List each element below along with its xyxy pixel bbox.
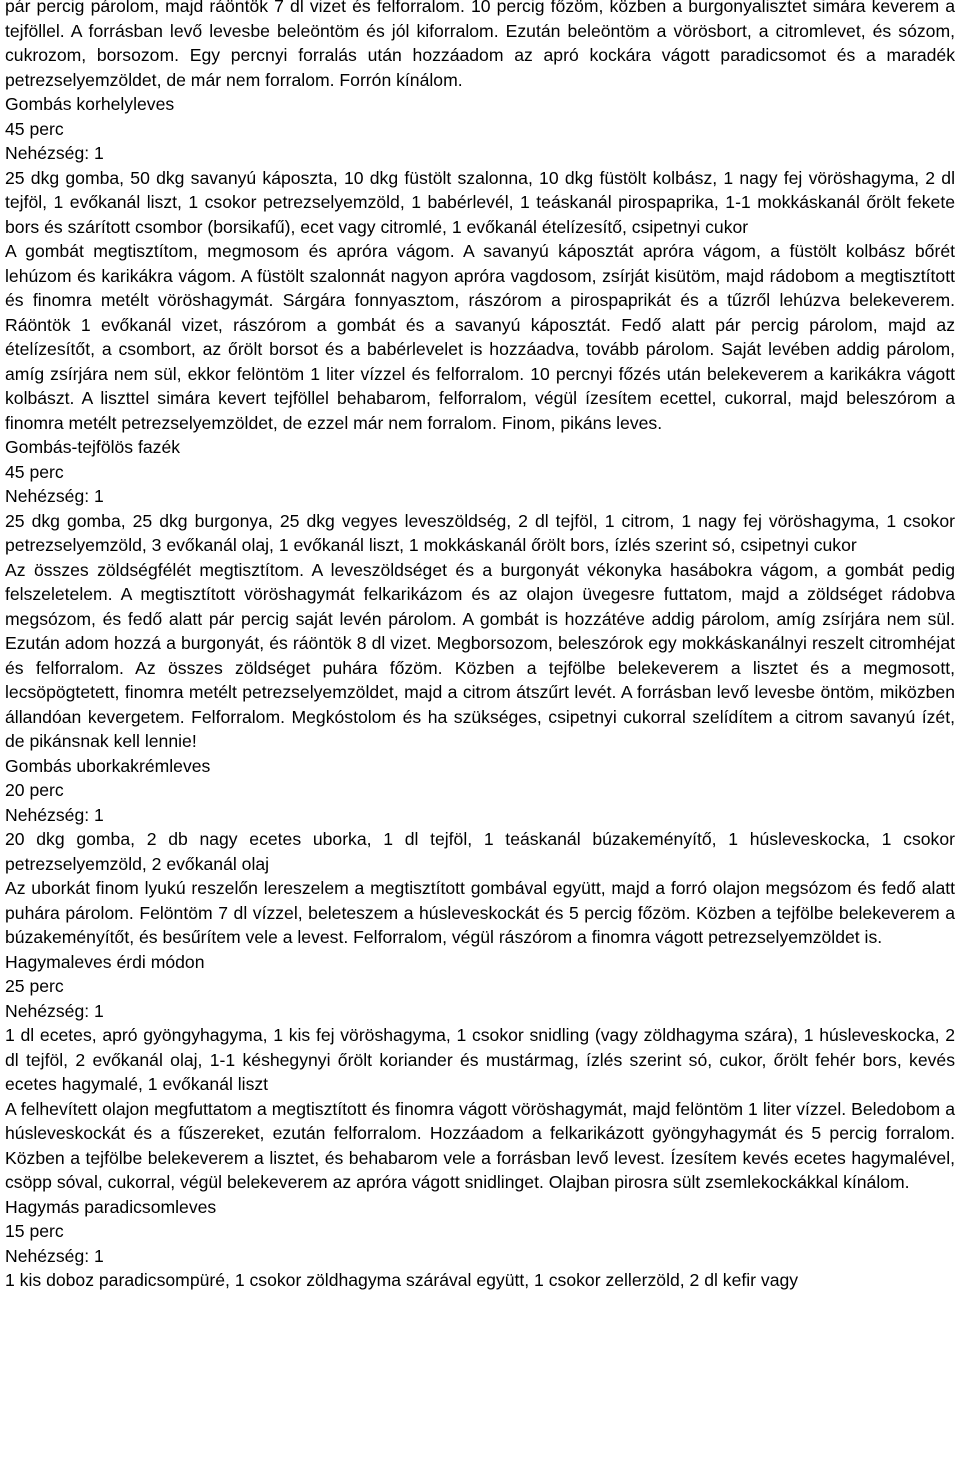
recipe-time: 20 perc — [5, 780, 64, 800]
recipe-time: 45 perc — [5, 461, 64, 482]
recipe-method: A felhevített olajon megfuttatom a megtisztított és finomra vágott vöröshagymát, majd felöntöm 1 liter vízzel. Beledobom a húsleveskockát és a fűszereket, ezután felforralom. Hozzáadom a felkarikázott gyöngyhagymát és 5 percig forralom. Közben a tejfölbe belekeverem a lisztet, és behabarom vele a forrásban levő levest. Ízesítem kevés ecetes hagymalével, csöpp sóval, cukorral, végül belekeverem az apróra vágott snidlinget. Olajban pirosra sült zsemlekockákkal kínálom. — [5, 1098, 955, 1192]
recipe — [5, 92, 955, 435]
recipe-ingredients: 1 kis doboz paradicsompüré, 1 csokor zöldhagyma szárával együtt, 1 csokor zellerzöld, 2 dl kefir vagy — [5, 1270, 799, 1290]
recipe-difficulty: Nehézség: 1 — [5, 1000, 104, 1021]
recipe-time: 25 perc — [5, 976, 64, 996]
recipe-difficulty: Nehézség: 1 — [5, 1245, 104, 1266]
recipe-difficulty: Nehézség: 1 — [5, 486, 104, 506]
recipe — [5, 435, 955, 754]
recipe — [5, 950, 955, 1195]
recipe — [5, 1195, 955, 1293]
recipe-method: Az összes zöldségfélét megtisztítom. A leveszöldséget és a burgonyát vékonyka hasábokra vágom, a gombát pedig felszeletelem. A megtisztított vöröshagymát felkarikázom és az olajon üvegesre futtatom, majd a zöldséget rádobva megsózom, és fedő alatt pár percig saját levén párolom. A gombát is hozzátéve addig párolom, amíg zsírjára nem sül. Ezután adom hozzá a burgonyát, és ráöntök 8 dl vizet. Megborsozom, beleszórok egy mokkáskanálnyi reszelt citromhéjat és felforralom. Az összes zöldséget puhára főzöm. Közben a tejfölbe belekeverem a lisztet és a megmosott, lecsöpögtetett, finomra metélt petrezselyemzöldet, majd a citrom átszűrt levét. A forrásban levő levesbe öntöm, miközben állandóan kevergetem. Felforralom. Megkóstolom és ha szükséges, csipetnyi cukorral szelídítem a citrom savanyú ízét, de pikánsnak kell lennie! — [5, 559, 955, 751]
document-page — [5, 0, 955, 1293]
recipe-time: 15 perc — [5, 1221, 64, 1241]
recipe-difficulty: Nehézség: 1 — [5, 143, 104, 163]
recipe-method: A gombát megtisztítom, megmosom és apróra vágom. A savanyú káposztát apróra vágom, a füstölt kolbász bőrét lehúzom és karikákra vágom. A füstölt szalonnát nagyon apróra vagdosom, zsírját kisütöm, majd rádobom a megtisztított és finomra metélt vöröshagymát. Sárgára fonnyasztom, rászórom a pirospaprikát és a tűzről lehúzva belekeverem. Ráöntök 1 evőkanál vizet, rászórom a gombát és a savanyú káposztát. Fedő alatt pár percig párolom, majd az ételízesítőt, a csombort, az őrölt borsot és a babérlevelet is hozzáadva, tovább párolom. Saját levében addig párolom, amíg zsírjára nem sül, ekkor felöntöm 1 liter vízzel és felforralom. 10 percnyi főzés után belekeverem a karikákra vágott kolbászt. A liszttel simára kevert tejföllel behabarom, felforralom, végül ízesítem ecettel, cukorral, majd beleszórom a finomra metélt petrezselyemzöldet, de ezzel már nem forralom. Finom, pikáns leves. — [5, 241, 955, 433]
recipe-title: Gombás-tejfölös fazék — [5, 437, 181, 457]
recipe-ingredients: 25 dkg gomba, 50 dkg savanyú káposzta, 10 dkg füstölt szalonna, 10 dkg füstölt kolbász, 1 nagy fej vöröshagyma, 2 dl tejföl, 1 evőkanál liszt, 1 csokor petrezselyemzöld, 1 babérlevél, 1 teáskanál pirospaprika, 1-1 mokkáskanál őrölt fekete bors és szárított csombor (borsikafű), ecet vagy citromlé, 1 evőkanál ételízesítő, csipetnyi cukor — [5, 167, 955, 237]
recipe-difficulty: Nehézség: 1 — [5, 804, 104, 825]
continued-recipe-method: pár percig párolom, majd ráöntök 7 dl vizet és felforralom. 10 percig főzöm, közben a burgonyalisztet simára keverem a tejföllel. A forrásban levő levesbe beleöntöm és jól kiforralom. Ezután beleöntöm a vörösbort, a citromlevet, és sózom, cukrozom, borsozom. Egy percnyi forralás után hozzáadom az apró kockára vágott paradicsomot és a maradék petrezselyemzöldet, de már nem forralom. Forrón kínálom. — [5, 0, 955, 90]
recipe — [5, 754, 955, 950]
recipe-title: Gombás uborkakrémleves — [5, 755, 211, 776]
recipe-title: Hagymás paradicsomleves — [5, 1196, 217, 1217]
recipe-ingredients: 1 dl ecetes, apró gyöngyhagyma, 1 kis fej vöröshagyma, 1 csokor snidling (vagy zöldhagyma szára), 1 húsleveskocka, 2 dl tejföl, 2 evőkanál olaj, 1-1 késhegynyi őrölt koriander és mustármag, ízlés szerint só, cukor, őrölt fehér bors, kevés ecetes hagymalé, 1 evőkanál liszt — [5, 1025, 955, 1094]
recipe-method: Az uborkát finom lyukú reszelőn lereszelem a megtisztított gombával együtt, majd a forró olajon megsózom és fedő alatt puhára párolom. Felöntöm 7 dl vízzel, beleteszem a húsleveskockát és 5 percig főzöm. Közben a tejfölbe belekeverem a búzakeményítőt, és besűrítem vele a levest. Felforralom, végül rászórom a finomra vágott petrezselyemzöldet is. — [5, 878, 955, 947]
recipe-ingredients: 25 dkg gomba, 25 dkg burgonya, 25 dkg vegyes leveszöldség, 2 dl tejföl, 1 citrom, 1 nagy fej vöröshagyma, 1 csokor petrezselyemzöld, 3 evőkanál olaj, 1 evőkanál liszt, 1 mokkáskanál őrölt bors, ízlés szerint só, csipetnyi cukor — [5, 510, 955, 555]
recipe-title: Hagymaleves érdi módon — [5, 951, 205, 972]
recipe-time: 45 perc — [5, 118, 64, 139]
recipe-ingredients: 20 dkg gomba, 2 db nagy ecetes uborka, 1 dl tejföl, 1 teáskanál búzakeményítő, 1 húsleveskocka, 1 csokor petrezselyemzöld, 2 evőkanál olaj — [5, 829, 955, 874]
recipe-title: Gombás korhelyleves — [5, 94, 175, 114]
